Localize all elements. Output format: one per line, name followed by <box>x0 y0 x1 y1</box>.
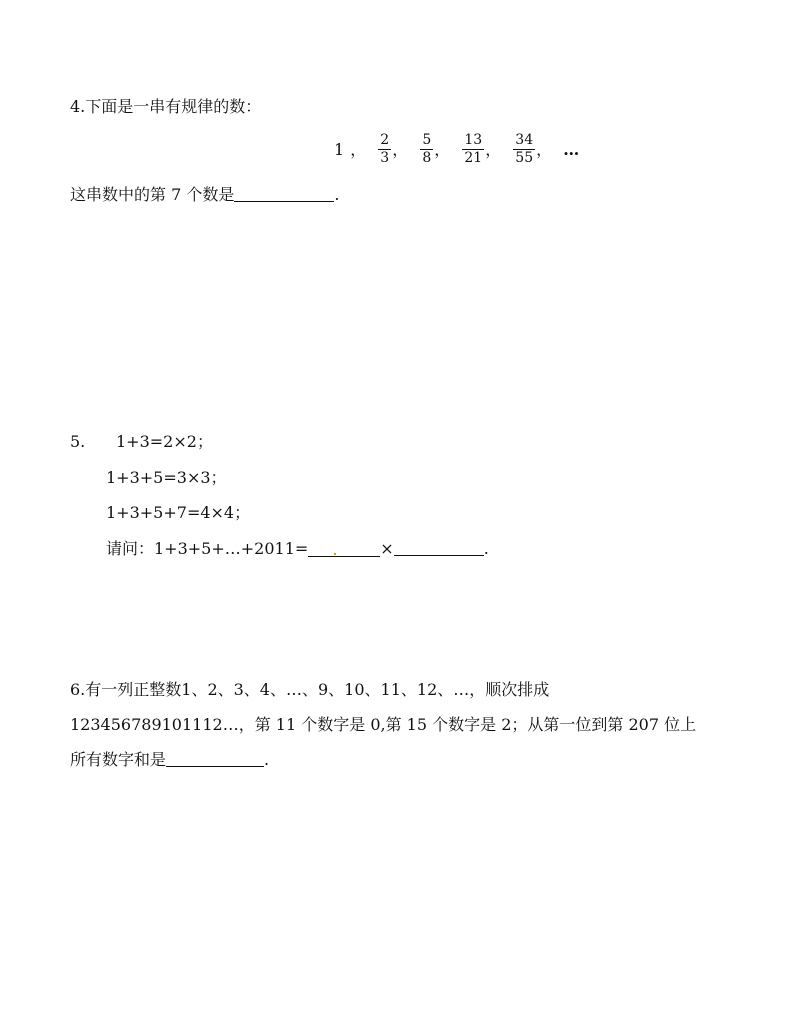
q5-question <box>106 538 489 560</box>
q5-period: . <box>483 539 489 558</box>
answer-blank-q5-b[interactable] <box>394 539 484 556</box>
q5-question-text: 请问：1+3+5+…+2011= <box>106 539 309 558</box>
answer-blank-q4[interactable] <box>234 185 334 202</box>
seq-sep: ， <box>392 139 409 159</box>
seq-sep: ， <box>434 139 451 159</box>
q6-line-3-text: 所有数字和是 <box>70 750 167 769</box>
fraction-2: $\frac{5}{8}$ <box>422 132 432 166</box>
q4-sequence <box>334 130 585 169</box>
seq-first: 1 <box>334 139 345 159</box>
seq-ellipsis: … <box>563 139 580 159</box>
q5-line-3: 1+3+5+7=4×4； <box>106 503 251 522</box>
dot-mark <box>334 553 336 555</box>
q6-line-1: 6.有一列正整数1、2、3、4、…、9、10、11、12、…，顺次排成 <box>70 680 550 699</box>
q4-question <box>70 184 339 206</box>
seq-sep: ， <box>485 139 502 159</box>
q6-period: . <box>264 750 270 769</box>
q5-line-1: 1+3=2×2； <box>116 432 213 451</box>
fraction-1: $\frac{2}{3}$ <box>380 132 390 166</box>
fraction-3: $\frac{13}{21}$ <box>464 132 483 166</box>
seq-sep: ， <box>536 139 553 159</box>
q6-line-3 <box>70 749 269 771</box>
q4-question-text: 这串数中的第 7 个数是 <box>70 185 235 204</box>
q4-period: . <box>334 185 340 204</box>
answer-blank-q6[interactable] <box>166 750 264 767</box>
seq-sep: ， <box>350 139 367 159</box>
q5-number: 5. <box>70 432 86 451</box>
q6-line-2: 123456789101112…，第 11 个数字是 0,第 15 个数字是 2；从第一位到第 207 位上 <box>70 715 697 734</box>
answer-blank-q5-a[interactable] <box>308 540 380 557</box>
q5-line-2: 1+3+5=3×3； <box>106 468 227 487</box>
q4-stem: 4.下面是一串有规律的数： <box>70 97 262 116</box>
fraction-4: $\frac{34}{55}$ <box>515 132 534 166</box>
times-sign: × <box>380 539 394 558</box>
